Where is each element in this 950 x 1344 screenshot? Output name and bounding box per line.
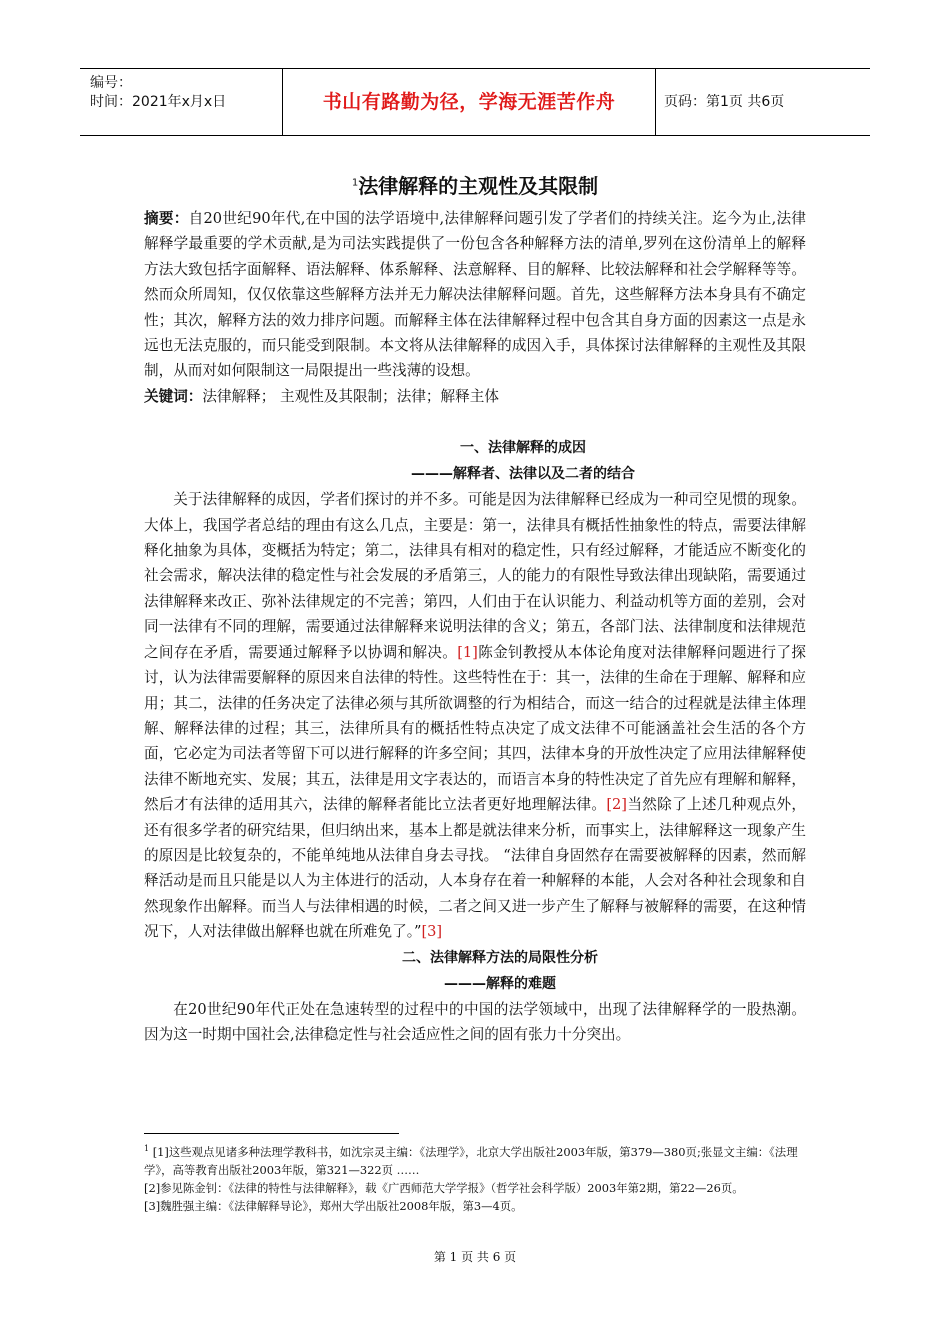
citation-1-link[interactable]: [1] — [457, 643, 478, 661]
footnote-1-text: [1]这些观点见诸多种法理学教科书，如沈宗灵主编：《法理学》，北京大学出版社2003年版，第379—380页;张显文主编：《法理学》，高等教育出版社2003年版，第321—322页 …… — [144, 1144, 798, 1177]
section-2-paragraph: 在20世纪90年代正处在急速转型的过程中的中国的法学领域中，出现了法律解释学的一股热潮。因为这一时期中国社会,法律稳定性与社会适应性之间的固有张力十分突出。 — [144, 1000, 806, 1043]
title-text: 法律解释的主观性及其限制 — [358, 174, 599, 198]
abstract-label: 摘要： — [144, 210, 189, 227]
keywords-text: 法律解释； 主观性及其限制；法律；解释主体 — [202, 387, 499, 405]
header-page-label: 页码：第1页 共6页 — [664, 94, 785, 110]
page-footer: 第 1 页 共 6 页 — [433, 1250, 517, 1264]
header-code-label: 编号： — [90, 75, 132, 91]
header-meta — [80, 69, 280, 135]
document-body — [144, 206, 806, 1047]
abstract — [144, 206, 806, 384]
page-header — [80, 68, 870, 136]
para-1-text-b: 陈金钊教授从本体论角度对法律解释问题进行了探讨，认为法律需要解释的原因来自法律的特性。这些特性在于：其一，法律的生命在于理解、解释和应用；其二，法律的任务决定了法律必须与其所欲调整的行为相结合，而这一结合的过程就是法律主体理解、解释法律的过程；其三，法律所具有的概括性特点决定了成文法律不可能涵盖社会生活的各个方面，它必定为司法者等留下可以进行解释的许多空间；其四，法律本身的开放性决定了应用法律解释使法律不断地充实、发展；其五，法律是用文字表达的，而语言本身的特性决定了首先应有理解和解释，然后才有法律的适用其六，法律的解释者能比立法者更好地理解法律。 — [144, 643, 806, 814]
footnotes — [144, 1140, 806, 1215]
header-date: 时间：2021年x月x日 — [90, 94, 227, 110]
citation-2-link[interactable]: [2] — [606, 796, 628, 814]
footnote-3: [3]魏胜强主编：《法律解释导论》，郑州大学出版社2008年版，第3—4页。 — [144, 1198, 523, 1213]
section-2-title: 二、法律解释方法的局限性分析 — [402, 949, 598, 966]
title-footnote-marker: 1 — [351, 177, 359, 189]
para-1-text-a: 关于法律解释的成因，学者们探讨的并不多。可能是因为法律解释已经成为一种司空见惯的现象。大体上，我国学者总结的理由有这么几点，主要是：第一，法律具有概括性抽象性的特点，需要法律解释化抽象为具体，变概括为特定；第二，法律具有相对的稳定性，只有经过解释，才能适应不断变化的社会需求，解决法律的稳定性与社会发展的矛盾第三，人的能力的有限性导致法律出现缺陷，需要通过法律解释来改正、弥补法律规定的不完善；第四，人们由于在认识能力、利益动机等方面的差别，会对同一法律有不同的理解，需要通过法律解释来说明法律的含义；第五，各部门法、法律制度和法律规范之间存在矛盾，需要通过解释予以协调和解决。 — [144, 491, 806, 661]
keywords — [144, 384, 806, 409]
footnote-divider — [144, 1133, 399, 1134]
section-1-title: 一、法律解释的成因 — [460, 440, 586, 457]
footnote-2: [2]参见陈金钊：《法律的特性与法律解释》，载《广西师范大学学报》（哲学社会科学版）2003年第2期，第22—26页。 — [144, 1180, 744, 1195]
footnote-1-marker: 1 — [144, 1144, 150, 1153]
header-motto: 书山有路勤为径，学海无涯苦作舟 — [282, 69, 656, 135]
abstract-text: 自20世纪90年代,在中国的法学语境中,法律解释问题引发了学者们的持续关注。迄今为止,法律解释学最重要的学术贡献,是为司法实践提供了一份包含各种解释方法的清单,罗列在这份清单上的解释方法大致包括字面解释、语法解释、体系解释、法意解释、目的解释、比较法解释和社会学解释等等。然而众所周知，仅仅依靠这些解释方法并无力解决法律解释问题。首先，这些解释方法本身具有不确定性；其次，解释方法的效力排序问题。而解释主体在法律解释过程中包含其自身方面的因素这一点是永远也无法克服的，而只能受到限制。本文将从法律解释的成因入手，具体探讨法律解释的主观性及其限制，从而对如何限制这一局限提出一些浅薄的设想。 — [144, 210, 806, 380]
section-2-subtitle: ———解释的难题 — [444, 975, 556, 992]
section-1-paragraph — [144, 487, 806, 944]
footnote-1 — [144, 1140, 806, 1179]
citation-3-link[interactable]: [3] — [421, 923, 443, 941]
document-title — [0, 170, 950, 199]
section-1-subtitle: ———解释者、法律以及二者的结合 — [411, 466, 635, 483]
keywords-label: 关键词： — [144, 387, 203, 405]
para-1-text-c: 当然除了上述几种观点外，还有很多学者的研究结果，但归纳出来，基本上都是就法律来分析，而事实上，法律解释这一现象产生的原因是比较复杂的，不能单纯地从法律自身去寻找。 “法律自身固然存在需要被解释的因素，然而解释活动是而且只能是以人为主体进行的活动，人本身存在着一种解释的本能，人会对各种社会现象和自然现象作出解释。而当人与法律相遇的时候，二者之间又进一步产生了解释与被解释的需要，在这种情况下，人对法律做出解释也就在所难免了。” — [144, 796, 806, 941]
